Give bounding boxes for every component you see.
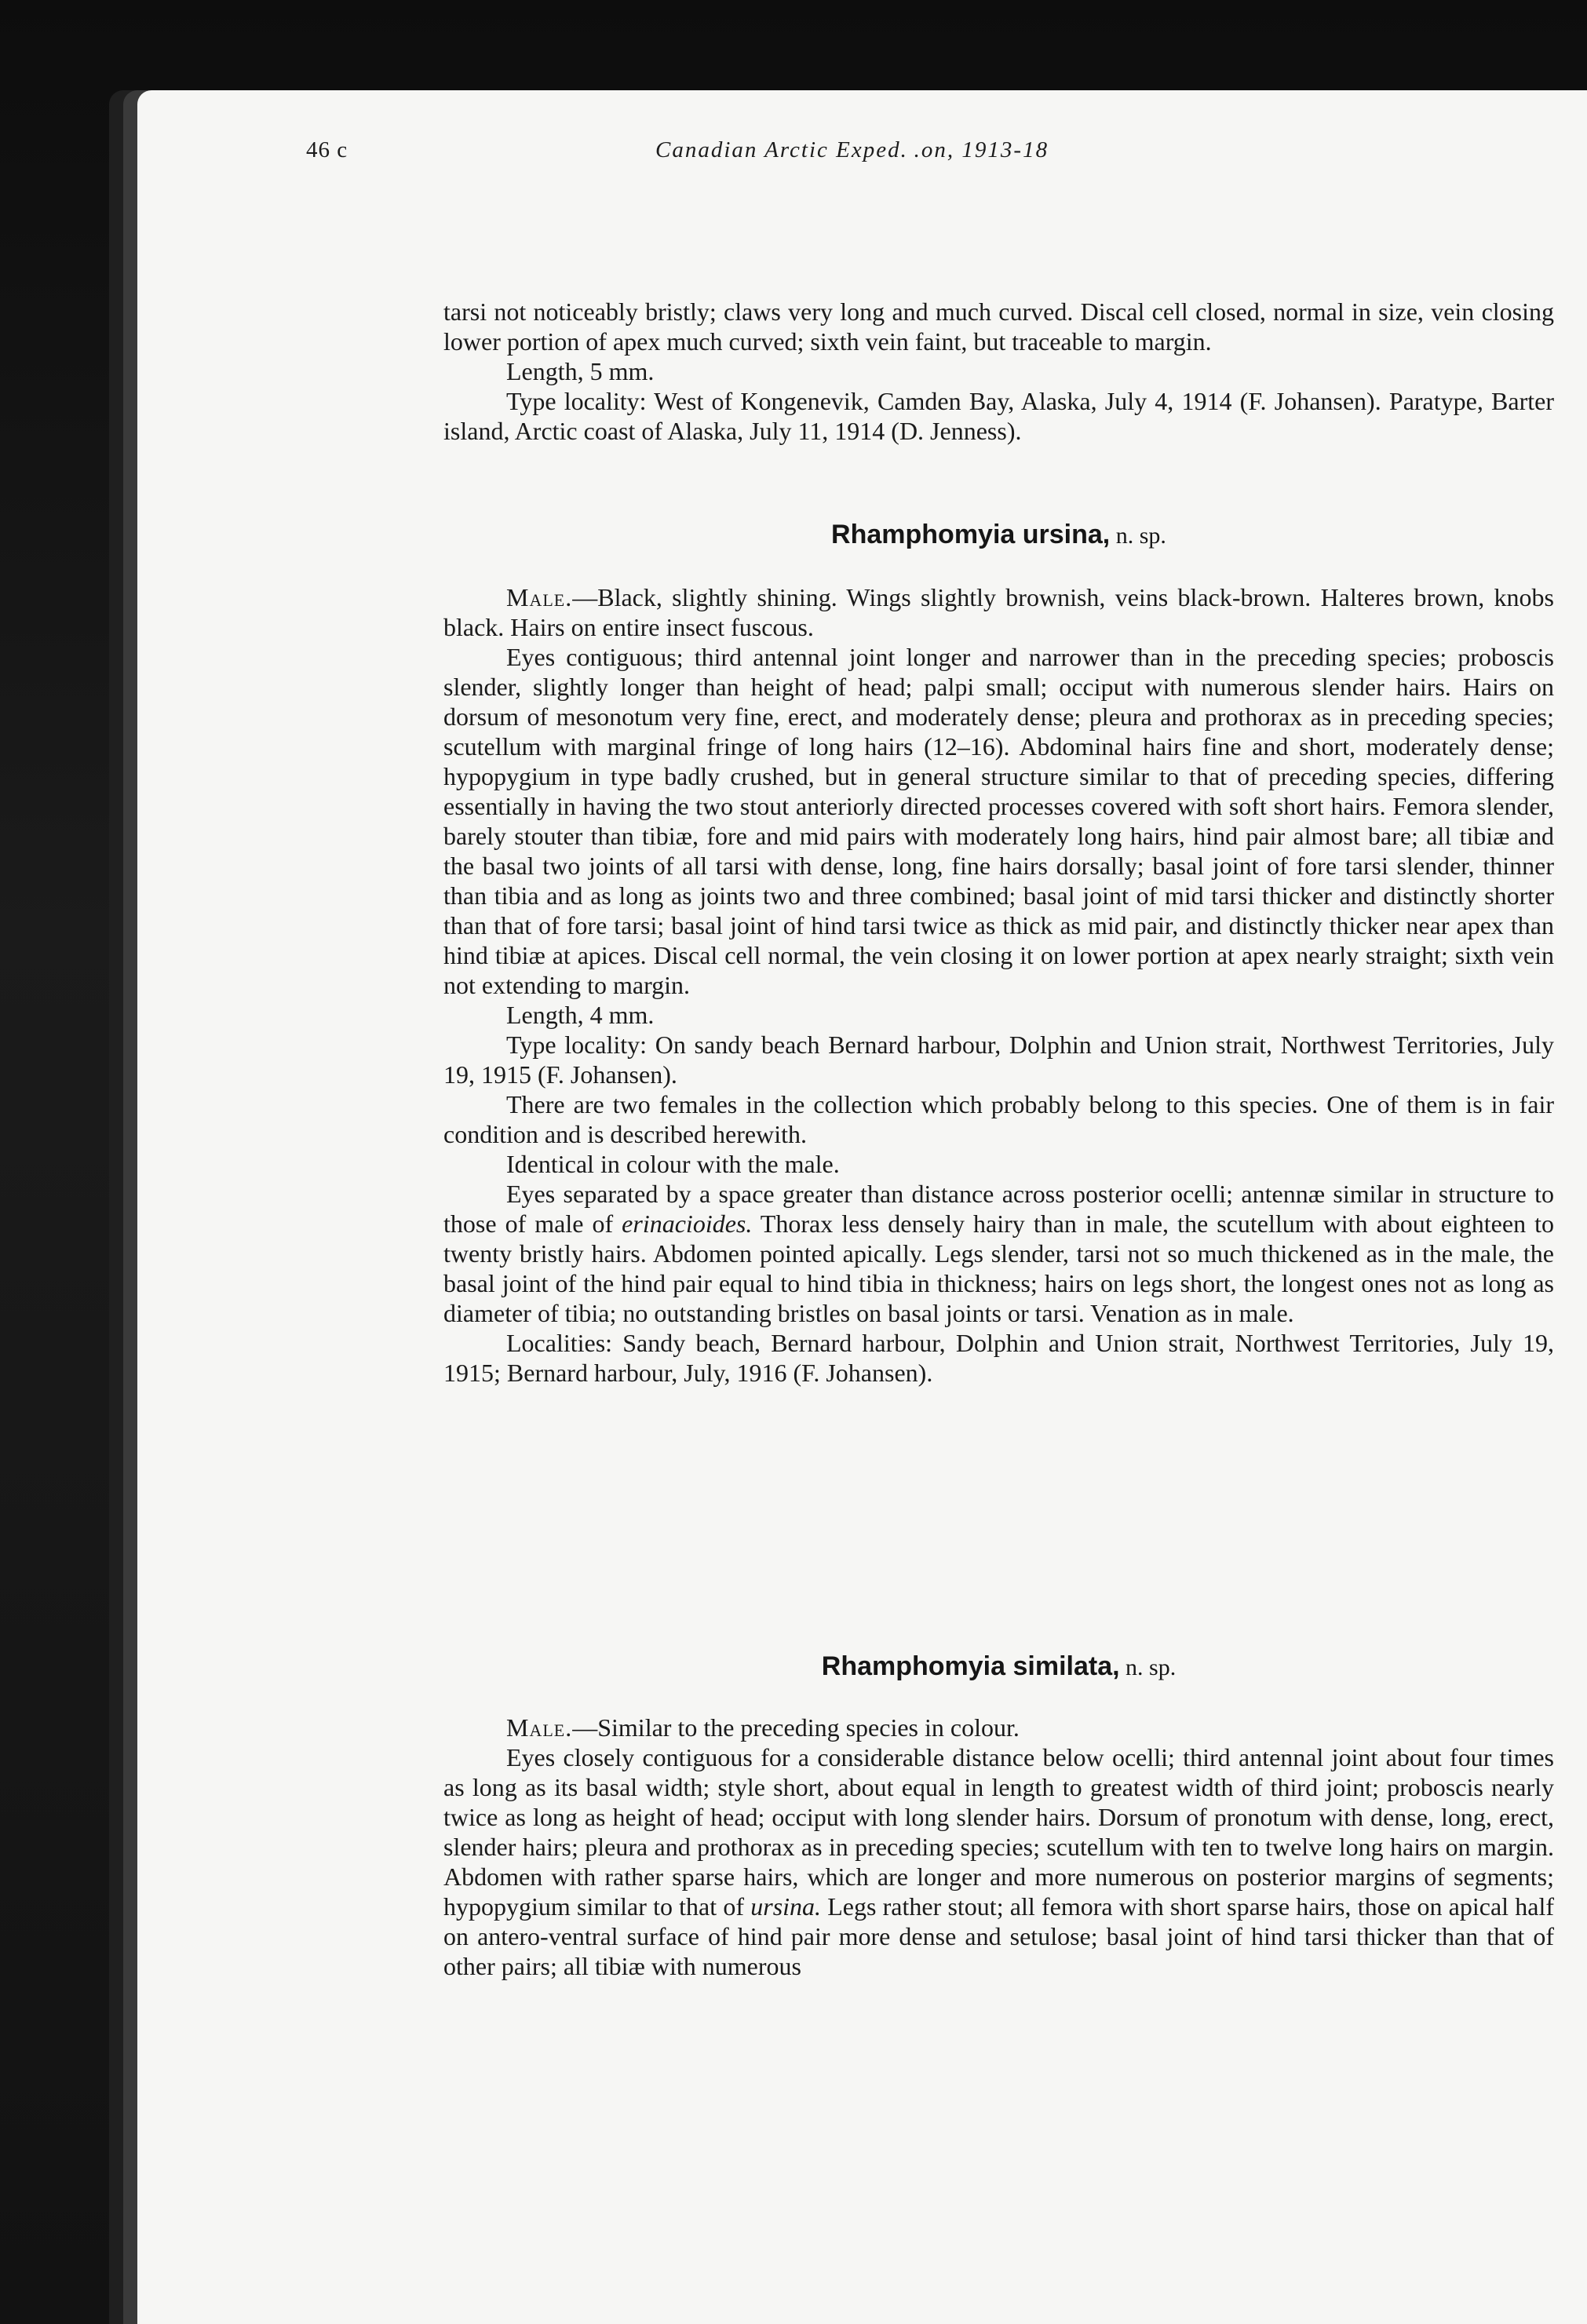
paragraph: Localities: Sandy beach, Bernard harbour, Dolphin and Union strait, Northwest Territories, July 19, 1915; Bernard harbour, July, 1916 (F. Johansen). [443,1329,1554,1387]
paragraph [443,1742,1554,1981]
paragraph: Length, 5 mm. [506,357,655,385]
new-species-tag: n. sp. [1110,523,1166,549]
paragraph: There are two females in the collection which probably belong to this species. One of them is in fair condition and is described herewith. [443,1090,1554,1148]
new-species-tag: n. sp. [1119,1655,1177,1680]
male-text: —Black, slightly shining. Wings slightly brownish, veins black-brown. Halteres brown, knobs black. Hairs on entire insect fuscous. [443,583,1554,641]
male-paragraph [443,582,1554,642]
species-name: Rhamphomyia ursina, [831,520,1111,549]
male-text: —Similar to the preceding species in colour. [572,1713,1020,1742]
continued-description [443,297,1554,446]
paragraph: Type locality: West of Kongenevik, Camden Bay, Alaska, July 4, 1914 (F. Johansen). Paratype, Barter island, Arctic coast of Alaska, July 11, 1914 (D. Jenness). [443,387,1554,445]
paragraph: Eyes contiguous; third antennal joint longer and narrower than in the preceding species; proboscis slender, slightly longer than height of head; palpi small; occiput with numerous slender hairs. Hairs on dorsum of mesonotum very fine, erect, and moderately dense; pleura and prothorax as in preceding species; scutellum with marginal fringe of long hairs (12–16). Abdominal hairs fine and short, moderately dense; hypopygium in type badly crushed, but in general structure similar to that of preceding species, differing essentially in having the two stout anteriorly directed processes covered with soft short hairs. Femora slender, barely stouter than tibiæ, fore and mid pairs with moderately long hairs, hind pair almost bare; all tibiæ and the basal two joints of all tarsi with dense, long, fine hairs dorsally; basal joint of fore tarsi slender, thinner than tibia and as long as joints two and three combined; basal joint of mid tarsi thicker and distinctly shorter than that of fore tarsi; basal joint of hind tarsi twice as thick as mid pair, and distinctly thicker near apex than hind tibiæ at apices. Discal cell normal, the vein closing it on lower portion at apex nearly straight; sixth vein not extending to margin. [443,643,1554,999]
text-run: Eyes closely contiguous for a considerable distance below ocelli; third antennal joint about four times as long as its basal width; style short, about equal in length to greatest width of third joint; proboscis nearly twice as long as height of head; occiput with long slender hairs. Dorsum of pronotum with dense, long, erect, slender hairs; pleura and prothorax as in preceding species; scutellum with ten to twelve long hairs on margin. Abdomen with rather sparse hairs, which are longer and more numerous on posterior margins of segments; hypopygium similar to that of [443,1743,1554,1921]
page-stack-edge [114,114,131,2217]
running-title: Canadian Arctic Exped. .on, 1913-18 [655,137,1049,162]
text-run: Legs rather stout; all femora with short sparse hairs, those on apical half on antero-ventral surface of hind pair more dense and setulose; basal joint of hind tarsi thicker than that of other pairs; all tibiæ with numerous [443,1892,1555,1980]
text-run: Eyes separated by a space greater than distance across posterior ocelli; antennæ similar in structure to those of male of [443,1180,1554,1238]
text-run: Thorax less densely hairy than in male, the scutellum with about eighteen to twenty bristly hairs. Abdomen pointed apically. Legs slender, tarsi not so much thickened as in the male, the basal joint of the hind pair equal to hind tibia in thickness; hairs on legs short, the longest ones not as long as diameter of tibia; no outstanding bristles on basal joints or tarsi. Venation as in male. [443,1209,1555,1327]
male-paragraph [443,1713,1554,1742]
paragraph: Type locality: On sandy beach Bernard harbour, Dolphin and Union strait, Northwest Territories, July 19, 1915 (F. Johansen). [443,1031,1554,1089]
species-name: Rhamphomyia similata, [821,1651,1120,1681]
paragraph: Length, 4 mm. [506,1001,655,1029]
sex-label: Male. [506,1713,573,1742]
similata-description [443,1713,1554,1981]
italic-species-ref: erinacioides. [622,1209,753,1238]
species-heading-similata [443,1651,1554,1682]
paragraph: tarsi not noticeably bristly; claws very long and much curved. Discal cell closed, normal in size, vein closing lower portion of apex much curved; sixth vein faint, but traceable to margin. [443,297,1554,356]
paragraph: Identical in colour with the male. [506,1150,840,1178]
ursina-description [443,582,1554,1388]
female-paragraph [443,1179,1554,1328]
sex-label: Male. [506,583,573,611]
page-number: 46 c [306,137,348,162]
species-heading-ursina [443,520,1554,550]
italic-species-ref: ursina. [750,1892,822,1921]
